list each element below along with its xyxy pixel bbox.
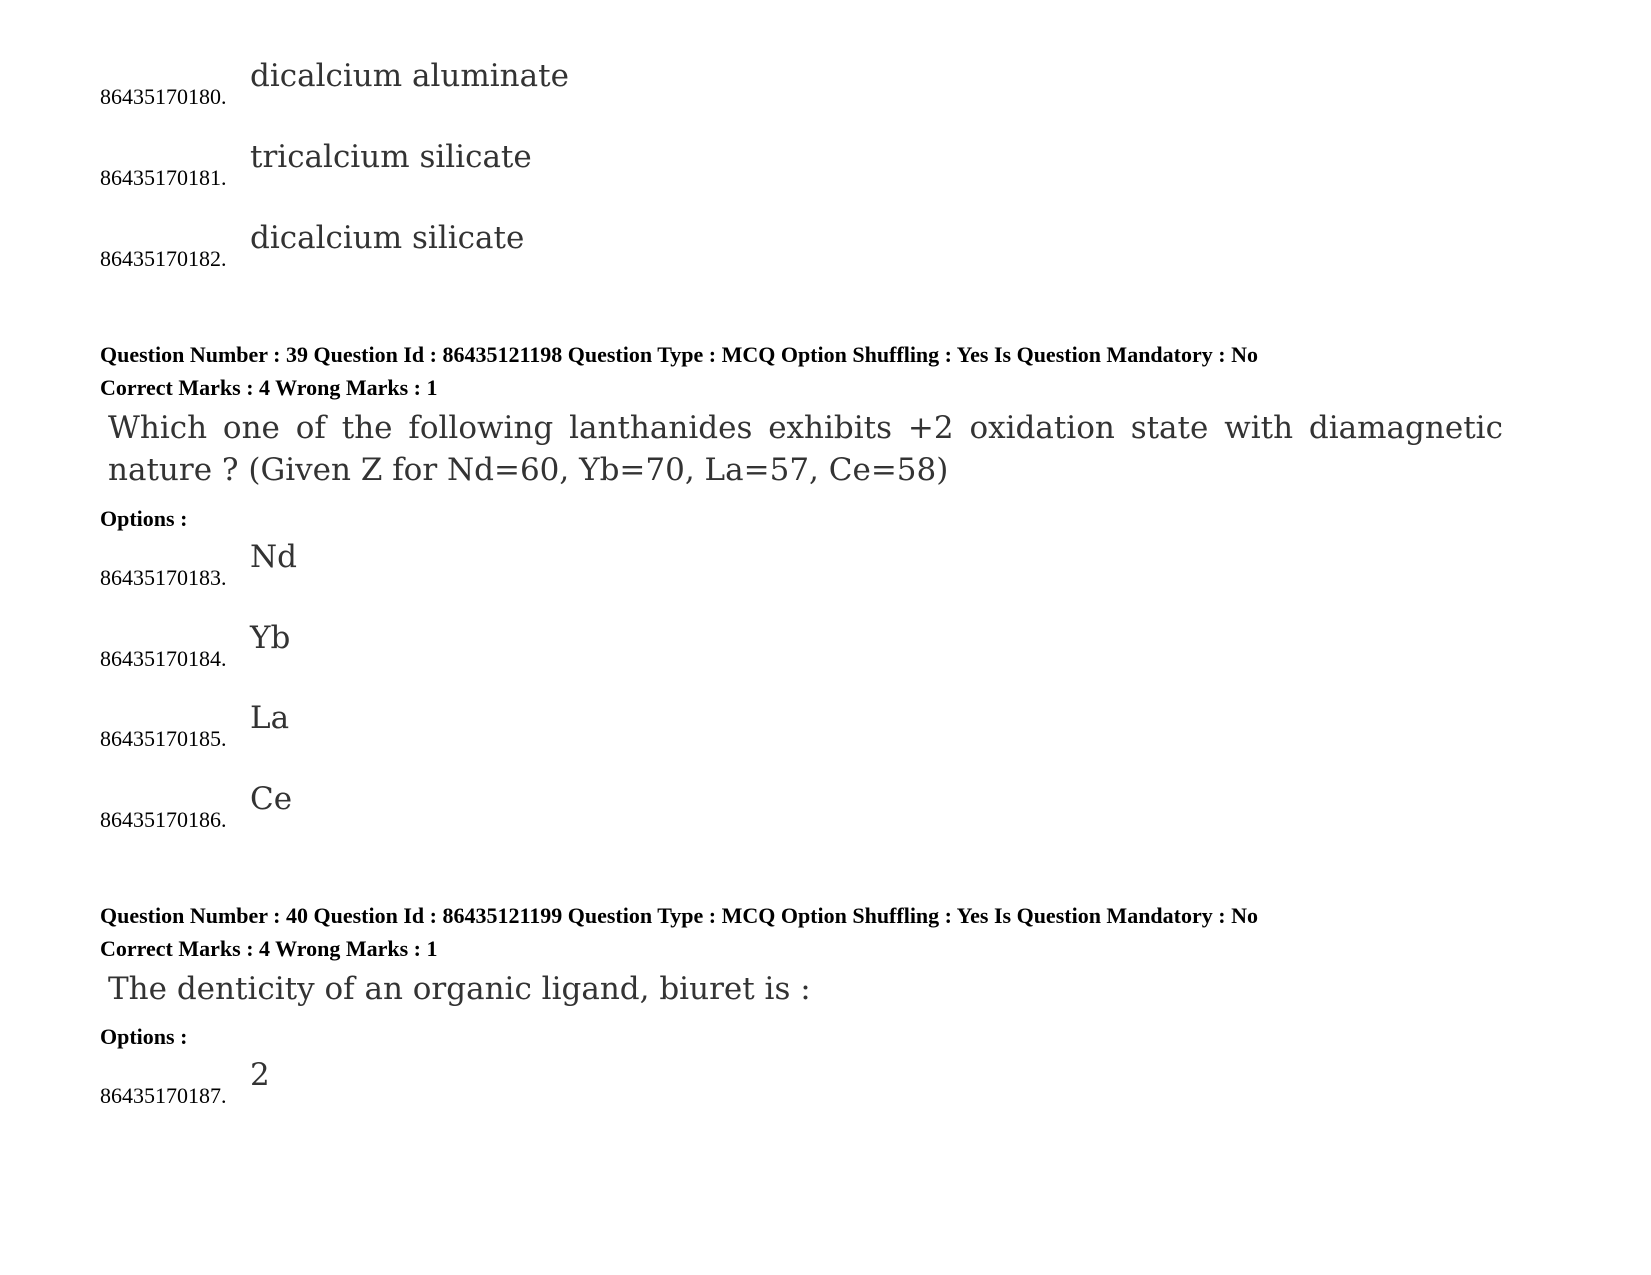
option-id: 86435170182.: [100, 246, 227, 271]
option-text: Nd: [250, 539, 297, 575]
question-39-meta: Question Number : 39 Question Id : 86435121198 Question Type : MCQ Option Shuffling : Yes Is Question Mandatory : No: [100, 342, 1258, 367]
option-id: 86435170186.: [100, 807, 227, 832]
question-40-text: The denticity of an organic ligand, biuret is :: [108, 971, 811, 1007]
question-40-meta: Question Number : 40 Question Id : 86435121199 Question Type : MCQ Option Shuffling : Yes Is Question Mandatory : No: [100, 903, 1258, 928]
option-id: 86435170183.: [100, 565, 227, 590]
option-id: 86435170180.: [100, 84, 227, 109]
question-39-text-line1: Which one of the following lanthanides exhibits +2 oxidation state with diamagnetic: [108, 410, 1503, 446]
option-text: dicalcium silicate: [250, 220, 525, 256]
question-40-marks: Correct Marks : 4 Wrong Marks : 1: [100, 936, 438, 961]
question-40-options-label: Options :: [100, 1024, 188, 1049]
option-text: Ce: [250, 781, 293, 817]
option-id: 86435170185.: [100, 726, 227, 751]
option-text: dicalcium aluminate: [250, 58, 569, 94]
option-text: 2: [250, 1057, 270, 1093]
question-39-options-label: Options :: [100, 506, 188, 531]
question-39-text-line2: nature ? (Given Z for Nd=60, Yb=70, La=57, Ce=58): [108, 452, 949, 488]
option-text: La: [250, 700, 290, 736]
option-text: Yb: [250, 620, 291, 656]
option-id: 86435170181.: [100, 165, 227, 190]
option-id: 86435170187.: [100, 1083, 227, 1108]
option-id: 86435170184.: [100, 646, 227, 671]
option-text: tricalcium silicate: [250, 139, 532, 175]
question-39-marks: Correct Marks : 4 Wrong Marks : 1: [100, 375, 438, 400]
